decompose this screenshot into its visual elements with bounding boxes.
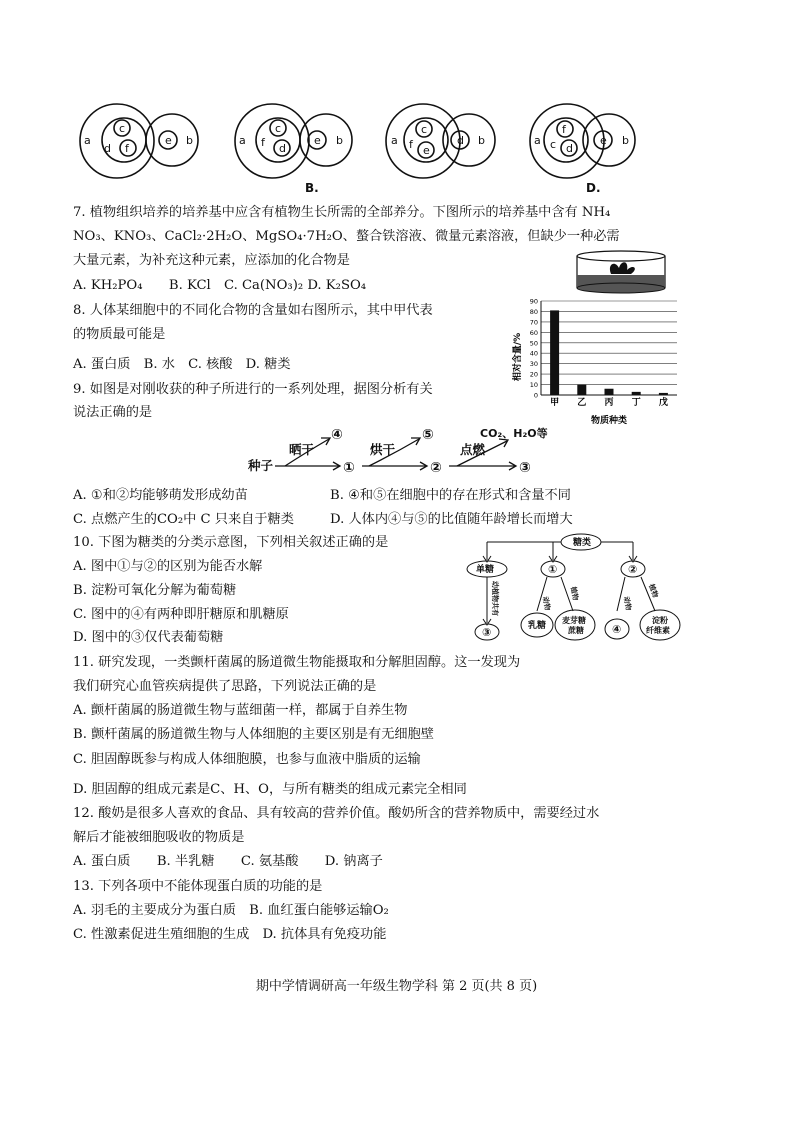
venn-label: b: [186, 134, 193, 147]
chart-x-tick: 丁: [631, 398, 641, 408]
flow-n3: ③: [519, 460, 531, 476]
flow-n4: ④: [331, 427, 343, 443]
chart-bar: [605, 389, 614, 395]
flow-products: CO₂、H₂O等: [480, 427, 548, 440]
q11-option-c: C. 胆固醇既参与构成人体细胞膜，也参与血液中脂质的运输: [73, 752, 421, 767]
venn-label: e: [165, 134, 172, 147]
tree-starch2: 纤维素: [646, 626, 670, 635]
page-footer: 期中学情调研高一年级生物学科 第 2 页(共 8 页): [255, 979, 538, 994]
venn-label: a: [84, 134, 91, 147]
flow-dry: 晒干: [289, 442, 315, 457]
venn-label: b: [622, 134, 629, 147]
q13-stem: 13. 下列各项中不能体现蛋白质的功能的是: [73, 879, 323, 894]
chart-bar: [577, 385, 586, 395]
q7-line2: NO₃、KNO₃、CaCl₂·2H₂O、MgSO₄·7H₂O、螯合铁溶液、微量元素溶液，但缺少一种必需: [73, 229, 620, 244]
chart-x-tick: 乙: [577, 398, 587, 408]
tree-label-animal: 动物: [541, 595, 552, 612]
tree-n3: ③: [482, 626, 492, 639]
tree-maltose1: 麦芽糖: [562, 616, 586, 625]
q9-option-c: C. 点燃产生的CO₂中 C 只来自于糖类: [73, 512, 294, 527]
q10-option-c: C. 图中的④有两种即肝糖原和肌糖原: [73, 607, 289, 622]
venn-label: c: [275, 122, 282, 135]
chart-y-tick: 80: [529, 307, 538, 316]
q9-option-d: D. 人体内④与⑤的比值随年龄增长而增大: [330, 512, 573, 527]
flow-bake: 烘干: [370, 442, 396, 457]
flow-n1: ①: [343, 460, 355, 476]
q10-option-b: B. 淀粉可氧化分解为葡萄糖: [73, 583, 237, 598]
q11-option-d: D. 胆固醇的组成元素是C、H、O，与所有糖类的组成元素完全相同: [73, 782, 467, 797]
chart-x-tick: 丙: [604, 398, 614, 408]
q7-line3: 大量元素，为补充这种元素，应添加的化合物是: [73, 253, 350, 268]
chart-y-tick: 10: [529, 381, 538, 390]
venn-caption-b: B.: [305, 181, 319, 195]
chart-y-tick: 90: [529, 297, 538, 306]
q9-line1: 9. 如图是对刚收获的种子所进行的一系列处理，据图分析有关: [73, 382, 433, 397]
tree-label-plant-2: 植物: [647, 582, 660, 599]
q8-line1: 8. 人体某细胞中的不同化合物的含量如右图所示，其中甲代表: [73, 303, 433, 318]
venn-label: c: [550, 138, 557, 151]
chart-y-tick: 60: [529, 328, 538, 337]
venn-label: a: [534, 134, 541, 147]
q10-option-d: D. 图中的③仅代表葡萄糖: [73, 630, 224, 645]
venn-label: e: [423, 144, 430, 157]
q11-option-b: B. 颤杆菌属的肠道微生物与人体细胞的主要区别是有无细胞壁: [73, 727, 434, 742]
q11-option-a: A. 颤杆菌属的肠道微生物与蓝细菌一样，都属于自养生物: [73, 703, 408, 718]
chart-ylabel: 相对含量/%: [513, 332, 523, 382]
venn-label: f: [562, 123, 566, 136]
tree-n2: ②: [628, 563, 638, 576]
q11-line2: 我们研究心血管疾病提供了思路，下列说法正确的是: [73, 679, 377, 694]
q9-option-a: A. ①和②均能够萌发形成幼苗: [73, 488, 248, 503]
q13-options-cd: C. 性激素促进生殖细胞的生成 D. 抗体具有免疫功能: [73, 927, 387, 942]
venn-label: c: [119, 122, 126, 135]
flow-n2: ②: [430, 460, 442, 476]
venn-diagrams: [0, 100, 793, 300]
tree-mono: 单糖: [476, 565, 495, 575]
chart-bar: [550, 310, 559, 395]
tree-n4: ④: [612, 623, 622, 636]
chart-bar: [659, 393, 668, 395]
tree-label-shared: 动植物共有: [491, 581, 499, 616]
venn-label: c: [421, 123, 428, 136]
tree-root: 糖类: [573, 538, 592, 548]
venn-label: b: [336, 134, 343, 147]
chart-y-tick: 20: [529, 370, 538, 379]
chart-y-tick: 50: [529, 339, 538, 348]
q8-line2: 的物质最可能是: [73, 327, 166, 342]
venn-caption-d: D.: [586, 181, 601, 195]
tree-n1: ①: [548, 563, 558, 576]
chart-bar: [632, 392, 641, 395]
chart-y-tick: 40: [529, 349, 538, 358]
q12-line2: 解后才能被细胞吸收的物质是: [73, 830, 245, 845]
sugar-classification-tree: [465, 533, 705, 645]
chart-xlabel: 物质种类: [590, 416, 628, 426]
tree-starch1: 淀粉: [652, 616, 668, 625]
q7-options: A. KH₂PO₄ B. KCl C. Ca(NO₃)₂ D. K₂SO₄: [73, 278, 367, 293]
flow-ignite: 点燃: [460, 442, 486, 457]
chart-x-tick: 甲: [550, 398, 560, 408]
venn-label: d: [104, 142, 111, 155]
venn-label: f: [125, 142, 129, 155]
venn-label: e: [600, 134, 607, 147]
chart-y-tick: 70: [529, 318, 538, 327]
venn-label: f: [409, 138, 413, 151]
q13-options-ab: A. 羽毛的主要成分为蛋白质 B. 血红蛋白能够运输O₂: [73, 903, 389, 918]
chart-y-tick: 30: [529, 360, 538, 369]
q10-stem: 10. 下图为糖类的分类示意图，下列相关叙述正确的是: [73, 535, 389, 550]
q7-line1: 7. 植物组织培养的培养基中应含有植物生长所需的全部养分。下图所示的培养基中含有 NH₄: [73, 205, 611, 220]
venn-label: d: [279, 142, 286, 155]
venn-label: d: [457, 134, 464, 147]
tree-lactose: 乳糖: [528, 621, 547, 631]
tree-maltose2: 蔗糖: [568, 626, 584, 635]
venn-label: a: [391, 134, 398, 147]
venn-label: e: [314, 134, 321, 147]
flow-seed: 种子: [248, 458, 274, 473]
chart-x-tick: 戊: [658, 398, 668, 408]
q8-bar-chart: [505, 295, 685, 427]
tree-label-animal-2: 动物: [622, 595, 633, 612]
culture-dish-illustration: [573, 248, 673, 298]
venn-label: a: [239, 134, 246, 147]
venn-label: f: [261, 136, 265, 149]
venn-label: b: [478, 134, 485, 147]
q12-options: A. 蛋白质 B. 半乳糖 C. 氨基酸 D. 钠离子: [73, 854, 383, 869]
tree-label-plant: 植物: [569, 585, 580, 602]
q8-options: A. 蛋白质 B. 水 C. 核酸 D. 糖类: [73, 357, 291, 372]
q12-line1: 12. 酸奶是很多人喜欢的食品、具有较高的营养价值。酸奶所含的营养物质中，需要经过水: [73, 806, 600, 821]
q10-option-a: A. 图中①与②的区别为能否水解: [73, 559, 263, 574]
q9-option-b: B. ④和⑤在细胞中的存在形式和含量不同: [330, 488, 571, 503]
chart-y-tick: 0: [533, 391, 538, 400]
flow-n5: ⑤: [422, 427, 434, 443]
q9-line2: 说法正确的是: [73, 405, 153, 420]
q11-line1: 11. 研究发现，一类颤杆菌属的肠道微生物能摄取和分解胆固醇。这一发现为: [73, 655, 521, 670]
q9-flow-diagram: [245, 423, 565, 479]
venn-label: d: [566, 142, 573, 155]
